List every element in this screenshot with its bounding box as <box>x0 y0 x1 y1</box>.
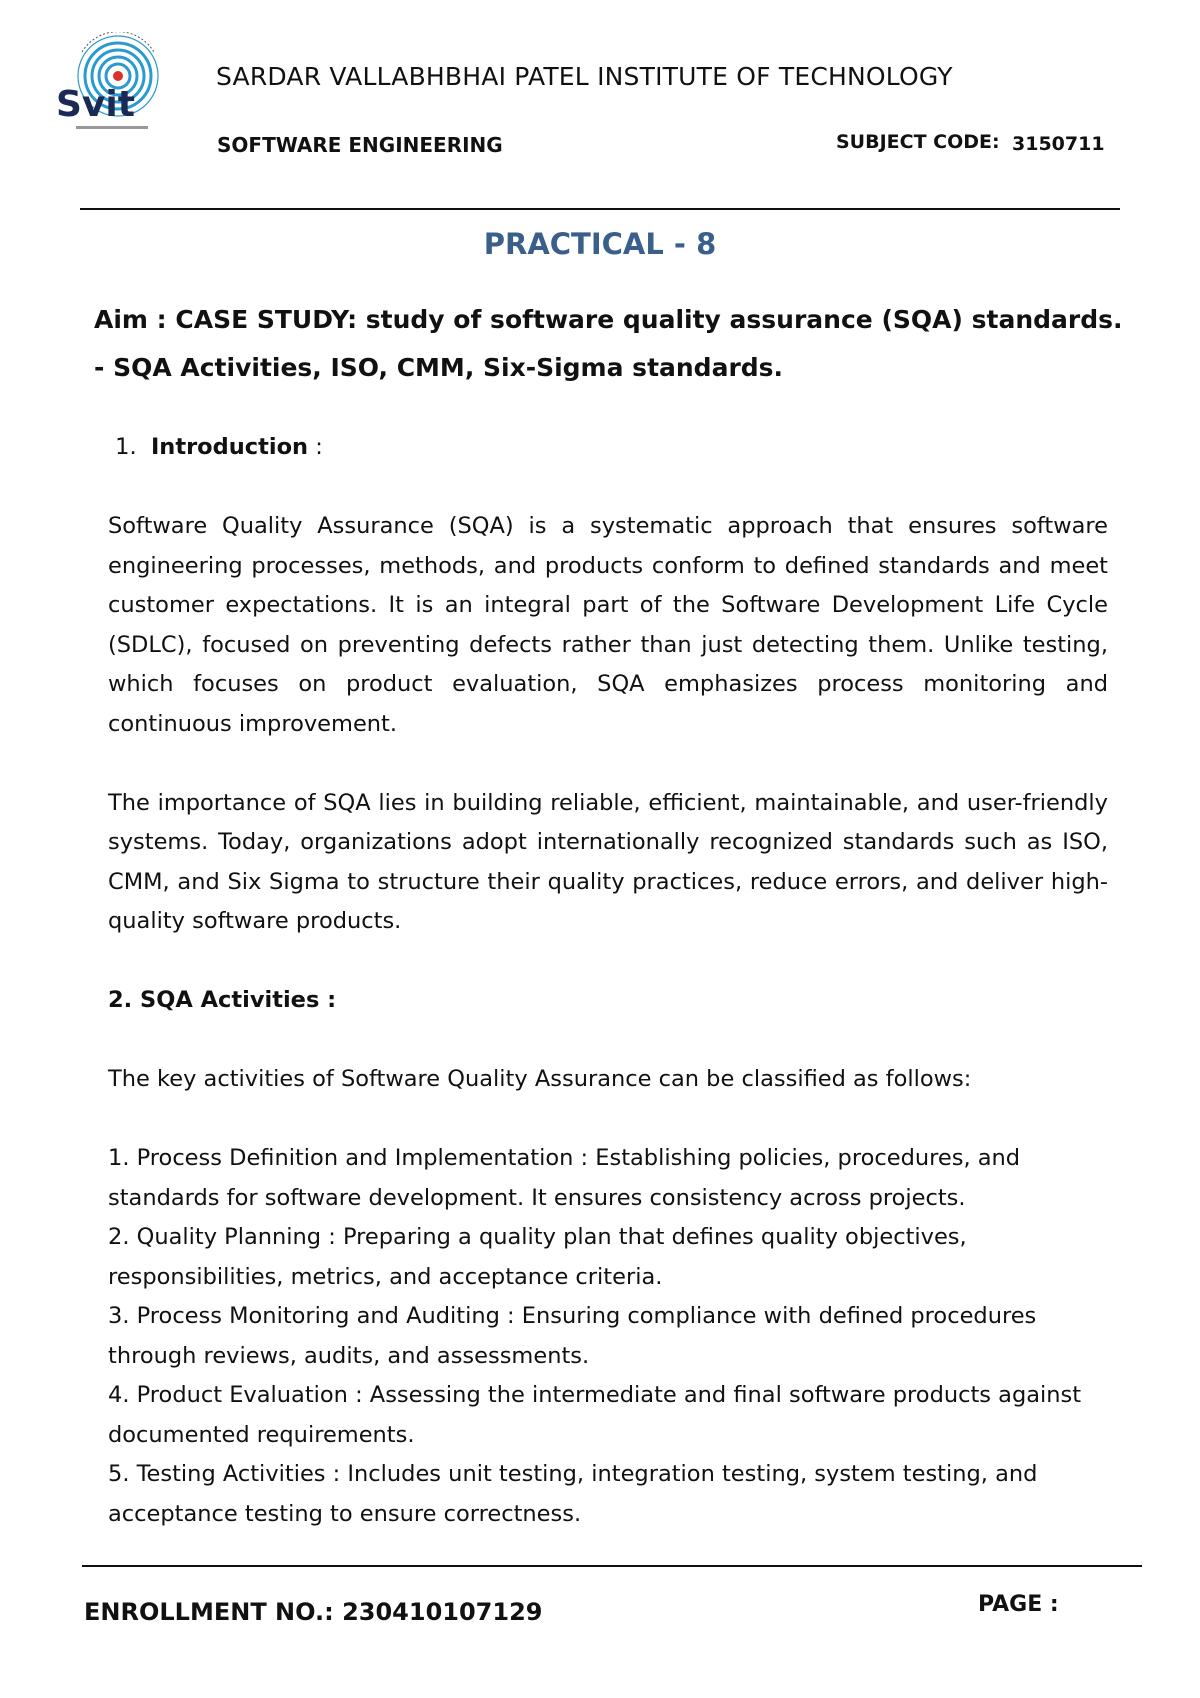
activity-item: 1. Process Definition and Implementation : Establishing policies, procedures, and standards for software development. It ensures consistency across projects. <box>108 1145 1021 1211</box>
intro-heading-suffix: : <box>308 434 323 460</box>
intro-heading <box>108 428 1108 468</box>
footer-divider <box>82 1565 1142 1567</box>
institute-name: SARDAR VALLABHBHAI PATEL INSTITUTE OF TECHNOLOGY <box>216 62 953 91</box>
document-body <box>108 428 1108 1534</box>
subject-code-label: SUBJECT CODE: <box>836 131 1000 153</box>
institute-logo <box>52 32 172 144</box>
subject-code: 3150711 <box>1012 133 1105 155</box>
activity-item: 2. Quality Planning : Preparing a quality plan that defines quality objectives, responsibilities, metrics, and acceptance criteria. <box>108 1224 967 1290</box>
enrollment-number: ENROLLMENT NO.: 230410107129 <box>84 1598 543 1626</box>
activity-item: 3. Process Monitoring and Auditing : Ensuring compliance with defined procedures through reviews, audits, and assessments. <box>108 1303 1037 1369</box>
aim-line-1: Aim : CASE STUDY: study of software quality assurance (SQA) standards. <box>94 305 1123 334</box>
intro-paragraph-1: Software Quality Assurance (SQA) is a systematic approach that ensures software engineering processes, methods, and products conform to defined standards and meet customer expectations. It is an integral part of the Software Development Life Cycle (SDLC), focused on preventing defects rather than just detecting them. Unlike testing, which focuses on product evaluation, SQA emphasizes process monitoring and continuous improvement. <box>108 513 1108 737</box>
page-title: PRACTICAL - 8 <box>483 227 717 261</box>
activities-heading: 2. SQA Activities : <box>108 987 337 1013</box>
activity-item: 4. Product Evaluation : Assessing the intermediate and final software products against documented requirements. <box>108 1382 1082 1448</box>
subject-name: SOFTWARE ENGINEERING <box>217 133 503 157</box>
svg-text:Svit: Svit <box>56 84 135 125</box>
intro-heading-number: 1. <box>115 434 137 460</box>
activities-intro: The key activities of Software Quality Assurance can be classified as follows: <box>108 1066 972 1092</box>
page-label: PAGE : <box>978 1592 1059 1617</box>
intro-heading-text: Introduction <box>150 434 309 460</box>
header-divider <box>80 208 1120 210</box>
aim <box>94 296 1122 392</box>
activity-item: 5. Testing Activities : Includes unit testing, integration testing, system testing, and acceptance testing to ensure correctness. <box>108 1461 1038 1527</box>
intro-paragraph-2: The importance of SQA lies in building reliable, efficient, maintainable, and user-friendly systems. Today, organizations adopt internationally recognized standards such as ISO, CMM, and Six Sigma to structure their quality practices, reduce errors, and deliver high-quality software products. <box>108 789 1108 934</box>
aim-line-2: - SQA Activities, ISO, CMM, Six-Sigma standards. <box>94 353 784 382</box>
